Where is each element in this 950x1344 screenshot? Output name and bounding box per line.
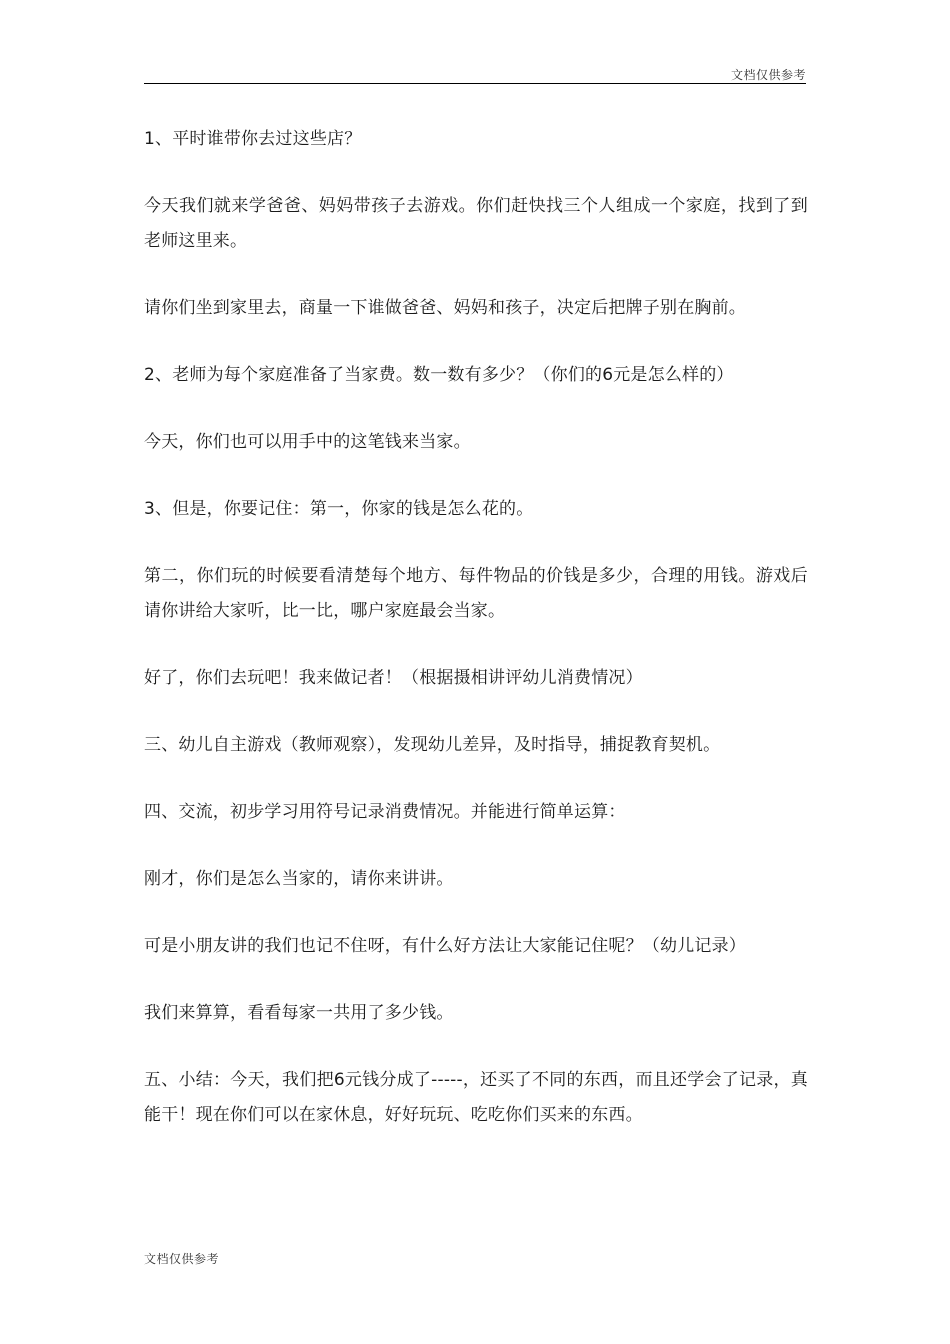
paragraph-2: 今天我们就来学爸爸、妈妈带孩子去游戏。你们赶快找三个人组成一个家庭，找到了到老师这里来。 (144, 196, 808, 251)
document-body (144, 122, 808, 1165)
header-divider (144, 83, 806, 84)
paragraph-13: 我们来算算，看看每家一共用了多少钱。 (144, 1003, 454, 1023)
paragraph-14: 五、小结：今天，我们把6元钱分成了-----，还买了不同的东西，而且还学会了记录，真能干！现在你们可以在家休息，好好玩玩、吃吃你们买来的东西。 (144, 1070, 808, 1125)
paragraph-6: 3、但是，你要记住：第一，你家的钱是怎么花的。 (144, 499, 534, 519)
paragraph-11: 刚才，你们是怎么当家的，请你来讲讲。 (144, 869, 454, 889)
footer-note: 文档仅供参考 (144, 1252, 220, 1266)
paragraph-5: 今天，你们也可以用手中的这笔钱来当家。 (144, 432, 471, 452)
paragraph-12: 可是小朋友讲的我们也记不住呀，有什么好方法让大家能记住呢？（幼儿记录） (144, 936, 746, 956)
header-note: 文档仅供参考 (730, 68, 806, 82)
paragraph-3: 请你们坐到家里去，商量一下谁做爸爸、妈妈和孩子，决定后把牌子别在胸前。 (144, 298, 746, 318)
paragraph-10: 四、交流，初步学习用符号记录消费情况。并能进行简单运算： (144, 802, 626, 822)
paragraph-4: 2、老师为每个家庭准备了当家费。数一数有多少？（你们的6元是怎么样的） (144, 365, 734, 385)
paragraph-1: 1、平时谁带你去过这些店？ (144, 129, 362, 149)
paragraph-9: 三、幼儿自主游戏（教师观察），发现幼儿差异，及时指导，捕捉教育契机。 (144, 735, 721, 755)
paragraph-8: 好了，你们去玩吧！我来做记者！（根据摄相讲评幼儿消费情况） (144, 668, 643, 688)
paragraph-7: 第二，你们玩的时候要看清楚每个地方、每件物品的价钱是多少，合理的用钱。游戏后请你讲给大家听，比一比，哪户家庭最会当家。 (144, 566, 808, 621)
